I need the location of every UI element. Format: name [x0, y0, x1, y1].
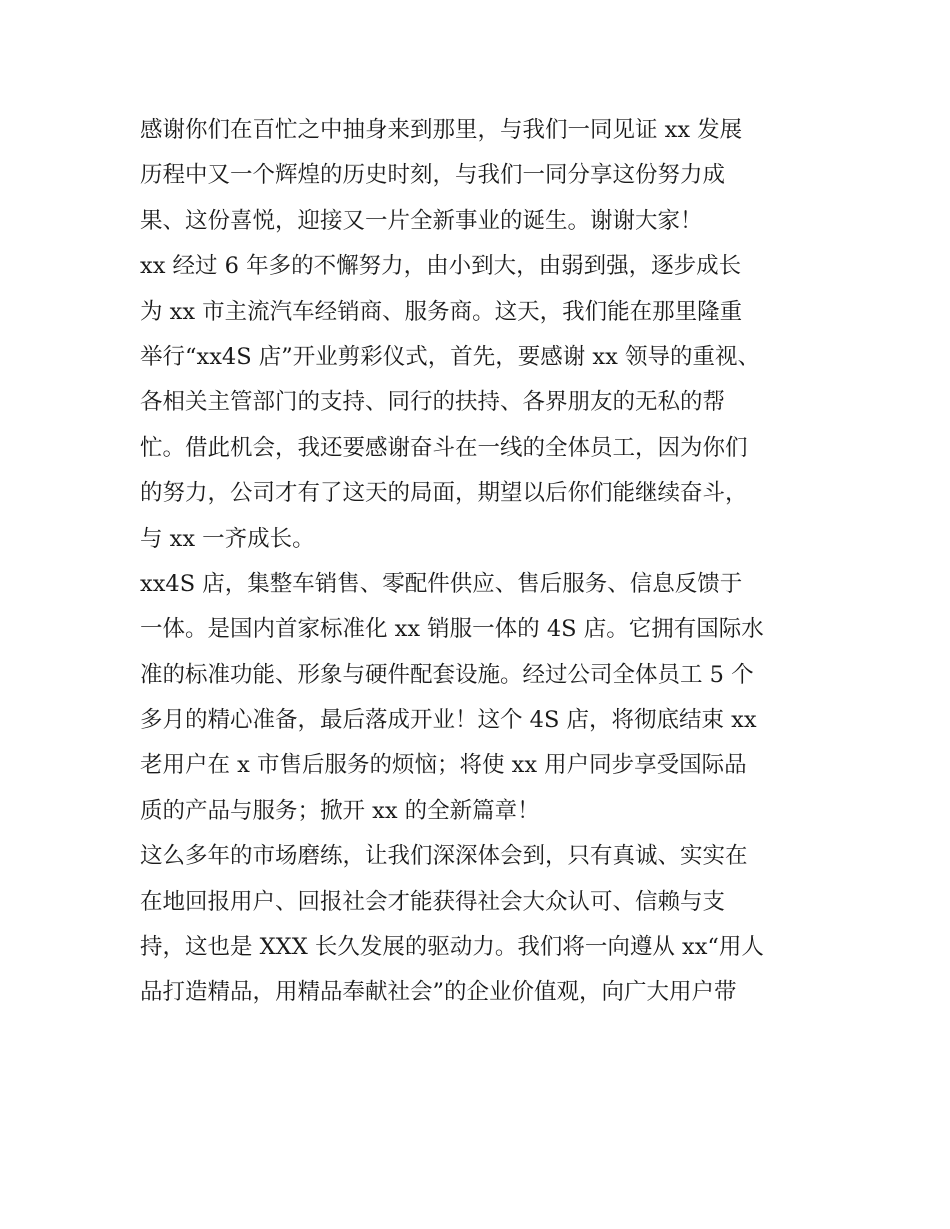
text-line: 果、这份喜悦，迎接又一片全新事业的诞生。谢谢大家！	[140, 207, 703, 234]
text-line: 的努力，公司才有了这天的局面，期望以后你们能继续奋斗，	[140, 480, 748, 507]
text-line: 多月的精心准备，最后落成开业！这个 4S 店，将彻底结束 xx	[140, 707, 757, 734]
text-line: 与 xx 一齐成长。	[140, 525, 315, 552]
text-line: 质的产品与服务；掀开 xx 的全新篇章！	[140, 797, 540, 824]
text-line: 持，这也是 XXX 长久发展的驱动力。我们将一向遵从 xx“用人	[140, 934, 764, 961]
text-line: 在地回报用户、回报社会才能获得社会大众认可、信赖与支	[140, 888, 726, 915]
text-line: 举行“xx4S 店”开业剪彩仪式，首先，要感谢 xx 领导的重视、	[140, 343, 760, 370]
text-line: 为 xx 市主流汽车经销商、服务商。这天，我们能在那里隆重	[140, 298, 743, 325]
text-line: 历程中又一个辉煌的历史时刻，与我们一同分享这份努力成	[140, 162, 726, 189]
text-line: 品打造精品，用精品奉献社会”的企业价值观，向广大用户带	[140, 979, 737, 1006]
text-line: 这么多年的市场磨练，让我们深深体会到，只有真诚、实实在	[140, 843, 748, 870]
text-line: 忙。借此机会，我还要感谢奋斗在一线的全体员工，因为你们	[140, 434, 748, 461]
text-line: xx4S 店，集整车销售、零配件供应、售后服务、信息反馈于	[140, 570, 743, 597]
text-line: 感谢你们在百忙之中抽身来到那里，与我们一同见证 xx 发展	[140, 117, 743, 143]
text-line: 各相关主管部门的支持、同行的扶持、各界朋友的无私的帮	[140, 389, 726, 416]
speech-text	[140, 108, 820, 1016]
text-line: 准的标准功能、形象与硬件配套设施。经过公司全体员工 5 个	[140, 661, 754, 688]
text-line: xx 经过 6 年多的不懈努力，由小到大，由弱到强，逐步成长	[140, 253, 742, 280]
text-line: 一体。是国内首家标准化 xx 销服一体的 4S 店。它拥有国际水	[140, 616, 764, 643]
text-line: 老用户在 x 市售后服务的烦恼；将使 xx 用户同步享受国际品	[140, 752, 747, 779]
